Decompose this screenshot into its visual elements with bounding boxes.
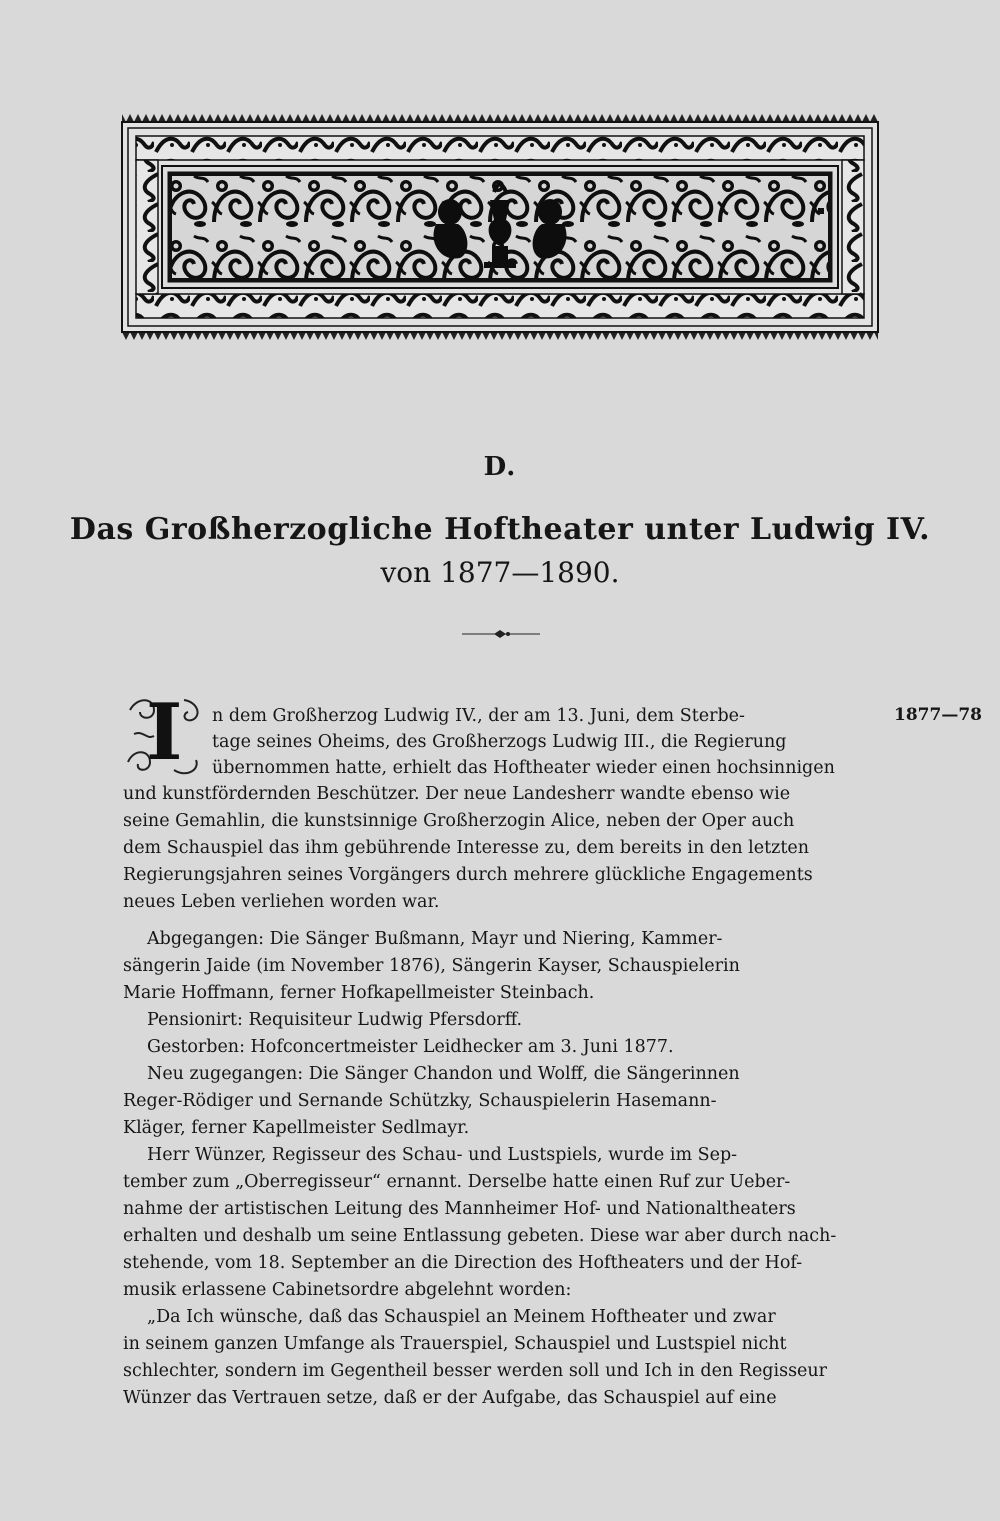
text-line: Abgegangen: Die Sänger Bußmann, Mayr und Niering, Kammer-	[147, 929, 723, 949]
text-line: seine Gemahlin, die kunstsinnige Großherzogin Alice, neben der Oper auch	[123, 811, 795, 831]
text-line: Wünzer das Vertrauen setze, daß er der Aufgabe, das Schauspiel auf eine	[123, 1388, 777, 1408]
text-line: dem Schauspiel das ihm gebührende Interesse zu, dem bereits in den letzten	[123, 838, 810, 858]
text-line: sängerin Jaide (im November 1876), Sängerin Kayser, Schauspielerin	[123, 956, 740, 976]
text-line: Neu zugegangen: Die Sänger Chandon und Wolff, die Sängerinnen	[147, 1064, 740, 1084]
section-letter: D.	[483, 452, 517, 482]
text-line: n dem Großherzog Ludwig IV., der am 13. Juni, dem Sterbe-	[212, 706, 745, 726]
text-line: nahme der artistischen Leitung des Mannheimer Hof- und Nationaltheaters	[123, 1199, 796, 1219]
text-line: neues Leben verliehen worden war.	[123, 892, 440, 912]
text-line: Reger-Rödiger und Sernande Schützky, Schauspielerin Hasemann-	[123, 1091, 717, 1111]
text-line: übernommen hatte, erhielt das Hoftheater wieder einen hochsinnigen	[212, 758, 835, 778]
text-line: stehende, vom 18. September an die Direction des Hoftheaters und der Hof-	[123, 1253, 803, 1273]
text-line: in seinem ganzen Umfange als Trauerspiel, Schauspiel und Lustspiel nicht	[123, 1334, 787, 1354]
text-line: tage seines Oheims, des Großherzogs Ludwig III., die Regierung	[212, 732, 787, 752]
text-line: Regierungsjahren seines Vorgängers durch mehrere glückliche Engagements	[123, 865, 813, 885]
text-line: Kläger, ferner Kapellmeister Sedlmayr.	[123, 1118, 470, 1138]
initial-letter: I	[146, 687, 183, 778]
text-line: tember zum „Oberregisseur“ ernannt. Derselbe hatte einen Ruf zur Ueber-	[123, 1172, 791, 1192]
text-line: Gestorben: Hofconcertmeister Leidhecker am 3. Juni 1877.	[147, 1037, 674, 1057]
text-line: Pensionirt: Requisiteur Ludwig Pfersdorff.	[147, 1010, 523, 1030]
text-line: Herr Wünzer, Regisseur des Schau- und Lustspiels, wurde im Sep-	[147, 1145, 738, 1165]
text-line: schlechter, sondern im Gegentheil besser werden soll und Ich in den Regisseur	[123, 1361, 828, 1381]
decorative-initial	[124, 687, 204, 780]
chapter-title: Das Großherzogliche Hoftheater unter Ludwig IV.	[69, 512, 931, 547]
ornamental-header-border	[118, 112, 882, 342]
text-line: musik erlassene Cabinetsordre abgelehnt worden:	[123, 1280, 572, 1300]
text-line: und kunstfördernden Beschützer. Der neue Landesherr wandte ebenso wie	[123, 784, 791, 804]
divider-ornament	[462, 629, 540, 639]
text-line: Marie Hoffmann, ferner Hofkapellmeister Steinbach.	[123, 983, 595, 1003]
margin-year: 1877—78	[894, 705, 982, 725]
chapter-subtitle: von 1877—1890.	[380, 556, 620, 589]
text-line: „Da Ich wünsche, daß das Schauspiel an Meinem Hoftheater und zwar	[147, 1307, 776, 1327]
text-line: erhalten und deshalb um seine Entlassung gebeten. Diese war aber durch nach-	[123, 1226, 837, 1246]
